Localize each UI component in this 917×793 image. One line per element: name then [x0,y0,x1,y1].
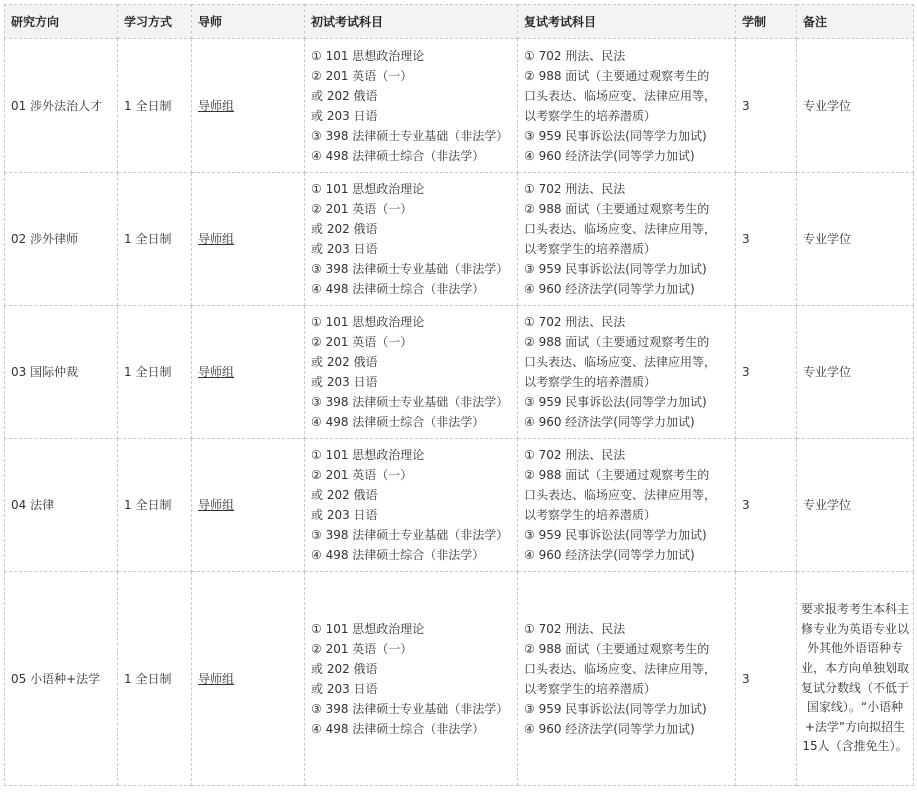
initial-exam-line: 或 202 俄语 [311,661,378,676]
cell-retest-exams [518,439,736,572]
retest-exam-line: ② 988 面试（主要通过观察考生的 [524,641,710,656]
header-remarks: 备注 [797,5,914,39]
retest-exam-line: ③ 959 民事诉讼法(同等学力加试) [524,262,707,276]
retest-exam-line: ③ 959 民事诉讼法(同等学力加试) [524,128,707,143]
initial-exam-line: ③ 398 法律硕士专业基础（非法学） [311,395,509,409]
retest-exam-line: ① 702 刑法、民法 [524,315,626,329]
advisor-group-link[interactable]: 导师组 [198,98,235,113]
initial-exam-line: ① 101 思想政治理论 [311,48,425,63]
retest-exam-line: 口头表达、临场应变、法律应用等， [524,488,717,502]
retest-exam-line: 以考察学生的培养潜质） [524,108,657,123]
retest-exam-line: ② 988 面试（主要通过观察考生的 [524,335,710,349]
initial-exam-line: 或 202 俄语 [311,488,378,502]
cell-initial-exams [305,439,518,572]
initial-exam-line: 或 203 日语 [311,242,378,256]
advisor-group-link[interactable]: 导师组 [198,365,235,379]
initial-exam-line: ④ 498 法律硕士综合（非法学） [311,721,485,736]
cell-study-mode: 1 全日制 [118,306,192,439]
header-advisor: 导师 [192,5,305,39]
cell-duration: 3 [736,306,797,439]
cell-direction: 03 国际仲裁 [5,306,118,439]
retest-exam-line: ① 702 刑法、民法 [524,621,626,636]
initial-exam-line: ④ 498 法律硕士综合（非法学） [311,415,485,429]
header-row [5,5,914,39]
initial-exam-line: ④ 498 法律硕士综合（非法学） [311,548,485,562]
retest-exam-line: ④ 960 经济法学(同等学力加试) [524,148,695,163]
initial-exam-line: ③ 398 法律硕士专业基础（非法学） [311,262,509,276]
retest-exam-line: ① 702 刑法、民法 [524,448,626,462]
advisor-group-link[interactable]: 导师组 [198,498,235,512]
cell-remarks: 要求报考考生本科主修专业为英语专业以外其他外语语种专业，本方向单独划取复试分数线（不低于国家线）。“小语种+法学”方向拟招生15人（含推免生）。 [797,572,914,786]
initial-exam-line: ② 201 英语（一） [311,202,413,216]
retest-exam-line: ② 988 面试（主要通过观察考生的 [524,68,710,83]
cell-advisor [192,39,305,173]
cell-remarks: 专业学位 [797,306,914,439]
cell-duration: 3 [736,173,797,306]
cell-initial-exams [305,306,518,439]
initial-exam-line: 或 202 俄语 [311,355,378,369]
initial-exam-line: ① 101 思想政治理论 [311,448,425,462]
retest-exam-line: ③ 959 民事诉讼法(同等学力加试) [524,395,707,409]
cell-initial-exams [305,572,518,786]
initial-exam-line: ③ 398 法律硕士专业基础（非法学） [311,528,509,542]
header-direction: 研究方向 [5,5,118,39]
cell-initial-exams [305,39,518,173]
retest-exam-line: 以考察学生的培养潜质） [524,242,657,256]
cell-initial-exams [305,173,518,306]
initial-exam-line: ① 101 思想政治理论 [311,315,425,329]
cell-retest-exams [518,173,736,306]
retest-exam-line: 以考察学生的培养潜质） [524,508,657,522]
table-row [5,39,914,173]
initial-exam-line: ② 201 英语（一） [311,335,413,349]
retest-exam-line: 口头表达、临场应变、法律应用等， [524,355,717,369]
retest-exam-line: ④ 960 经济法学(同等学力加试) [524,415,695,429]
retest-exam-line: ② 988 面试（主要通过观察考生的 [524,468,710,482]
initial-exam-line: ④ 498 法律硕士综合（非法学） [311,148,485,163]
retest-exam-line: ④ 960 经济法学(同等学力加试) [524,721,695,736]
table-row [5,306,914,439]
table-body [5,39,914,786]
retest-exam-line: ③ 959 民事诉讼法(同等学力加试) [524,701,707,716]
table-row [5,173,914,306]
cell-remarks: 专业学位 [797,439,914,572]
cell-direction: 02 涉外律师 [5,173,118,306]
initial-exam-line: ② 201 英语（一） [311,641,413,656]
initial-exam-line: 或 203 日语 [311,508,378,522]
cell-retest-exams [518,306,736,439]
cell-duration: 3 [736,39,797,173]
cell-advisor [192,173,305,306]
initial-exam-line: 或 203 日语 [311,375,378,389]
header-duration: 学制 [736,5,797,39]
retest-exam-line: 口头表达、临场应变、法律应用等， [524,88,717,103]
retest-exam-line: ① 702 刑法、民法 [524,48,626,63]
cell-direction: 01 涉外法治人才 [5,39,118,173]
retest-exam-line: 口头表达、临场应变、法律应用等， [524,222,717,236]
initial-exam-line: ③ 398 法律硕士专业基础（非法学） [311,128,509,143]
cell-direction: 04 法律 [5,439,118,572]
initial-exam-line: ③ 398 法律硕士专业基础（非法学） [311,701,509,716]
retest-exam-line: ① 702 刑法、民法 [524,182,626,196]
retest-exam-line: ④ 960 经济法学(同等学力加试) [524,548,695,562]
initial-exam-line: ② 201 英语（一） [311,468,413,482]
cell-study-mode: 1 全日制 [118,439,192,572]
cell-study-mode: 1 全日制 [118,39,192,173]
retest-exam-line: ③ 959 民事诉讼法(同等学力加试) [524,528,707,542]
cell-duration: 3 [736,572,797,786]
retest-exam-line: 以考察学生的培养潜质） [524,375,657,389]
cell-direction: 05 小语种+法学 [5,572,118,786]
header-study-mode: 学习方式 [118,5,192,39]
initial-exam-line: 或 202 俄语 [311,222,378,236]
cell-remarks: 专业学位 [797,173,914,306]
retest-exam-line: ② 988 面试（主要通过观察考生的 [524,202,710,216]
initial-exam-line: ① 101 思想政治理论 [311,182,425,196]
initial-exam-line: 或 203 日语 [311,681,378,696]
table-row [5,572,914,786]
initial-exam-line: ④ 498 法律硕士综合（非法学） [311,282,485,296]
cell-remarks: 专业学位 [797,39,914,173]
cell-duration: 3 [736,439,797,572]
initial-exam-line: 或 203 日语 [311,108,378,123]
cell-advisor [192,439,305,572]
table-row [5,439,914,572]
header-initial-exams: 初试考试科目 [305,5,518,39]
retest-exam-line: 口头表达、临场应变、法律应用等， [524,661,717,676]
initial-exam-line: 或 202 俄语 [311,88,378,103]
admissions-table [4,4,914,786]
table-header [5,5,914,39]
initial-exam-line: ① 101 思想政治理论 [311,621,425,636]
cell-advisor [192,572,305,786]
cell-retest-exams [518,39,736,173]
retest-exam-line: ④ 960 经济法学(同等学力加试) [524,282,695,296]
cell-study-mode: 1 全日制 [118,572,192,786]
header-retest-exams: 复试考试科目 [518,5,736,39]
cell-retest-exams [518,572,736,786]
cell-study-mode: 1 全日制 [118,173,192,306]
cell-advisor [192,306,305,439]
initial-exam-line: ② 201 英语（一） [311,68,413,83]
retest-exam-line: 以考察学生的培养潜质） [524,681,657,696]
advisor-group-link[interactable]: 导师组 [198,671,235,686]
advisor-group-link[interactable]: 导师组 [198,232,235,246]
